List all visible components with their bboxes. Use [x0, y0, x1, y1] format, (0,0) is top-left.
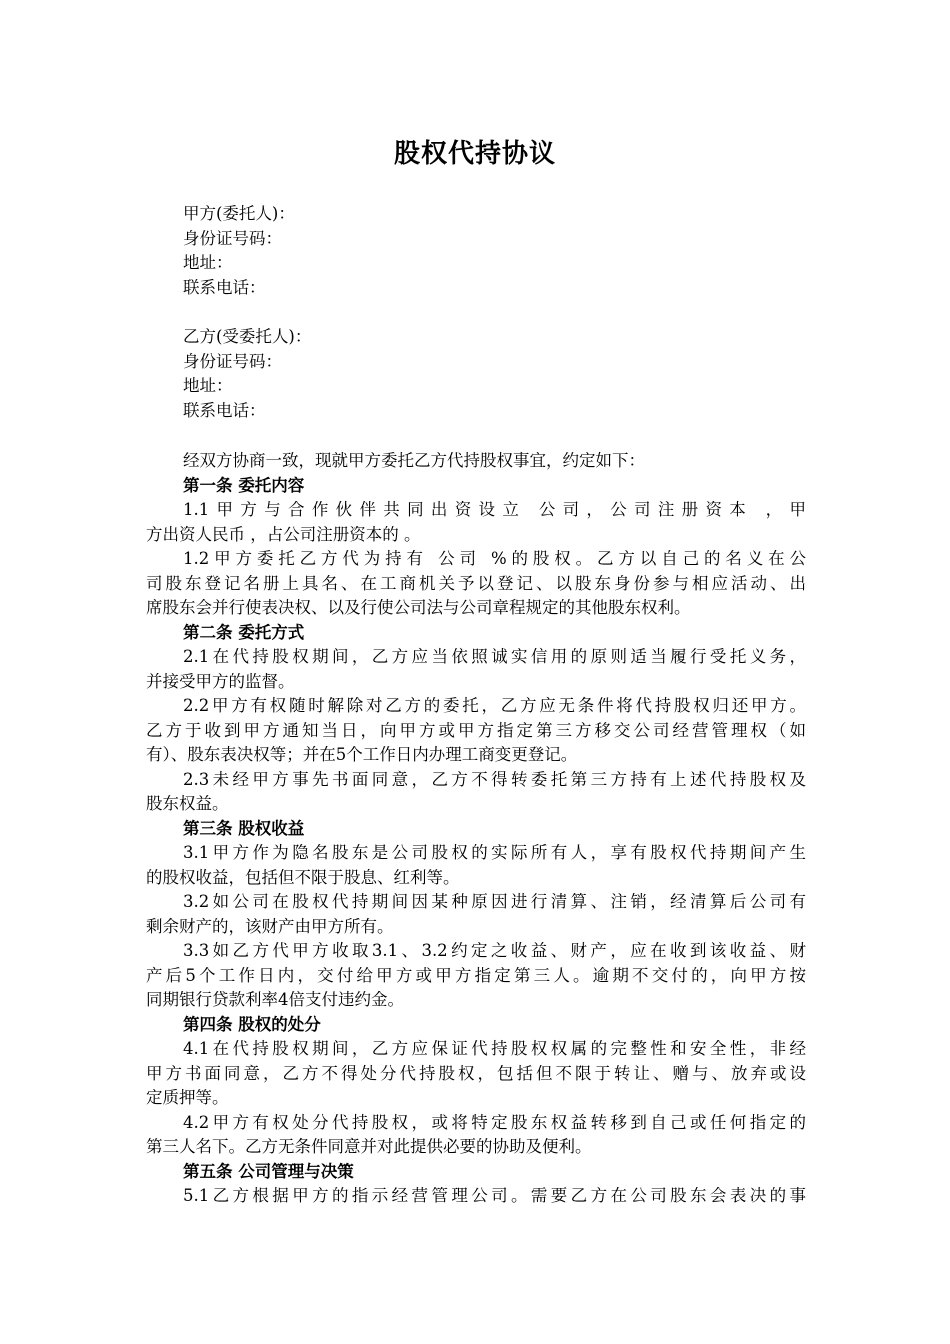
- clause-2-3-line-2: 股东权益。: [146, 794, 229, 813]
- article-3-heading: 第三条 股权收益: [183, 818, 305, 838]
- party-b-phone-label: 联系电话：: [183, 400, 266, 420]
- clause-4-2-line-1: 4.2甲方有权处分代持股权，或将特定股东权益转移到自己或任何指定的: [183, 1112, 806, 1132]
- article-1-heading: 第一条 委托内容: [183, 475, 305, 495]
- clause-3-1-line-2: 的股权收益，包括但不限于股息、红利等。: [146, 867, 460, 887]
- party-b-block: [183, 325, 311, 423]
- party-a-label: 甲方(委托人)：: [183, 204, 295, 223]
- party-a-block: [183, 202, 295, 300]
- clause-4-1-line-1: 4.1在代持股权期间，乙方应保证代持股权权属的完整性和安全性，非经: [183, 1039, 806, 1058]
- clause-1-1-line-1: 1.1甲方与合作伙伴共同出资设立 公司，公司注册资本 ，甲: [183, 500, 806, 519]
- clause-3-3-line-3: 同期银行贷款利率4倍支付违约金。: [146, 990, 404, 1009]
- clause-4-1-line-3: 定质押等。: [146, 1088, 229, 1107]
- clause-1-1-line-2: 方出资人民币 ，占公司注册资本的 。: [146, 524, 421, 544]
- clause-3-3-line-2: 产后5个工作日内，交付给甲方或甲方指定第三人。逾期不交付的，向甲方按: [146, 965, 806, 985]
- clause-2-2-line-3: 有）、股东表决权等；并在5个工作日内办理工商变更登记。: [146, 745, 578, 764]
- clause-1-2-line-3: 席股东会并行使表决权、以及行使公司法与公司章程规定的其他股东权利。: [146, 598, 691, 617]
- party-a-id-label: 身份证号码：: [183, 228, 282, 248]
- clause-2-3-line-1: 2.3未经甲方事先书面同意，乙方不得转委托第三方持有上述代持股权及: [183, 769, 806, 789]
- article-2-heading: 第二条 委托方式: [183, 622, 305, 642]
- document-title: 股权代持协议: [393, 139, 556, 169]
- clause-4-2-line-2: 第三人名下。乙方无条件同意并对此提供必要的协助及便利。: [146, 1137, 592, 1156]
- clause-2-1-line-2: 并接受甲方的监督。: [146, 671, 295, 691]
- clause-3-2-line-1: 3.2如公司在股权代持期间因某种原因进行清算、注销，经清算后公司有: [183, 892, 806, 911]
- article-4-heading: 第四条 股权的处分: [183, 1014, 321, 1034]
- clause-1-2-line-1: 1.2甲方委托乙方代为持有 公司 %的股权。乙方以自己的名义在公: [183, 549, 806, 568]
- clause-3-3-line-1: 3.3如乙方代甲方收取3.1、3.2约定之收益、财产，应在收到该收益、财: [183, 941, 806, 960]
- party-b-address-label: 地址：: [183, 376, 233, 395]
- clause-2-1-line-1: 2.1在代持股权期间，乙方应当依照诚实信用的原则适当履行受托义务，: [183, 647, 806, 666]
- clause-5-1-line-1: 5.1乙方根据甲方的指示经营管理公司。需要乙方在公司股东会表决的事: [183, 1186, 806, 1205]
- agreement-body: [146, 449, 806, 1209]
- article-5-heading: 第五条 公司管理与决策: [183, 1161, 354, 1181]
- clause-2-2-line-2: 乙方于收到甲方通知当日，向甲方或甲方指定第三方移交公司经营管理权（如: [146, 720, 806, 740]
- party-a-address-label: 地址：: [183, 253, 233, 272]
- clause-2-2-line-1: 2.2甲方有权随时解除对乙方的委托，乙方应无条件将代持股权归还甲方。: [183, 696, 806, 715]
- clause-3-1-line-1: 3.1甲方作为隐名股东是公司股权的实际所有人，享有股权代持期间产生: [183, 843, 806, 862]
- party-b-id-label: 身份证号码：: [183, 351, 282, 371]
- clause-3-2-line-2: 剩余财产的，该财产由甲方所有。: [146, 916, 394, 936]
- party-b-label: 乙方(受委托人)：: [183, 327, 312, 346]
- intro-paragraph: 经双方协商一致，现就甲方委托乙方代持股权事宜，约定如下：: [183, 451, 645, 470]
- clause-4-1-line-2: 甲方书面同意，乙方不得处分代持股权，包括但不限于转让、赠与、放弃或设: [146, 1063, 806, 1083]
- clause-1-2-line-2: 司股东登记名册上具名、在工商机关予以登记、以股东身份参与相应活动、出: [146, 573, 806, 593]
- party-a-phone-label: 联系电话：: [183, 277, 266, 297]
